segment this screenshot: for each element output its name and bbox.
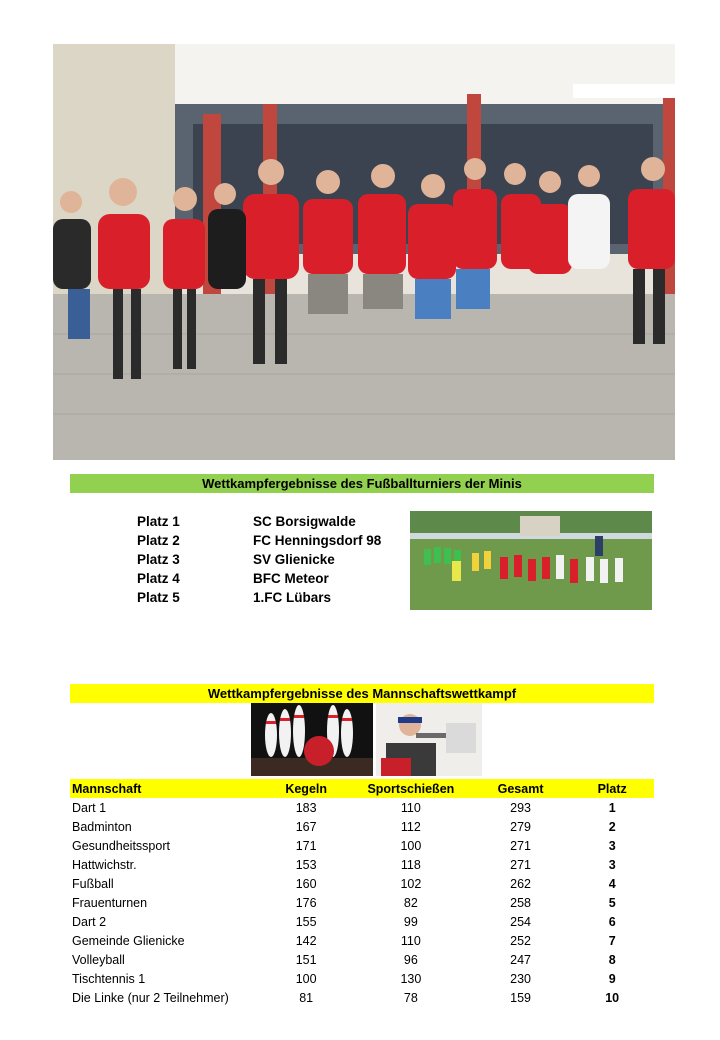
rank-place: Platz 5 xyxy=(137,590,180,605)
table-row xyxy=(70,817,654,836)
cell-team: Gesundheitssport xyxy=(72,838,170,853)
cell-team: Die Linke (nur 2 Teilnehmer) xyxy=(72,990,229,1005)
table-row xyxy=(70,836,654,855)
list-item xyxy=(137,569,407,588)
table-row xyxy=(70,931,654,950)
cell-team: Hattwichstr. xyxy=(72,857,137,872)
cell-team: Dart 2 xyxy=(72,914,107,929)
bowling-photo xyxy=(251,703,373,776)
table-row xyxy=(70,874,654,893)
cell-kegeln: 81 xyxy=(299,990,314,1005)
cell-kegeln: 100 xyxy=(295,971,317,986)
cell-platz: 9 xyxy=(608,971,616,986)
cell-platz: 6 xyxy=(608,914,616,929)
table-row xyxy=(70,798,654,817)
cell-sport: 102 xyxy=(400,876,422,891)
rank-team: SV Glienicke xyxy=(253,552,335,567)
header-kegeln: Kegeln xyxy=(261,779,351,798)
cell-platz: 10 xyxy=(605,990,620,1005)
team-competition-banner: Wettkampfergebnisse des Mannschaftswettkampf xyxy=(70,684,654,703)
rank-team: BFC Meteor xyxy=(253,571,329,586)
header-gesamt: Gesamt xyxy=(471,779,571,798)
cell-kegeln: 176 xyxy=(295,895,317,910)
cell-platz: 8 xyxy=(608,952,616,967)
minis-photo xyxy=(410,511,652,610)
cell-sport: 130 xyxy=(400,971,422,986)
cell-platz: 7 xyxy=(608,933,616,948)
cell-platz: 2 xyxy=(608,819,616,834)
cell-sport: 99 xyxy=(403,914,418,929)
list-item xyxy=(137,588,407,607)
minis-ranking-list xyxy=(137,512,407,607)
cell-team: Badminton xyxy=(72,819,132,834)
rank-place: Platz 4 xyxy=(137,571,180,586)
cell-sport: 118 xyxy=(400,857,421,872)
table-row xyxy=(70,912,654,931)
cell-sport: 110 xyxy=(400,800,421,815)
rank-place: Platz 2 xyxy=(137,533,180,548)
cell-platz: 4 xyxy=(608,876,616,891)
header-sportschiessen: Sportschießen xyxy=(351,779,471,798)
header-team: Mannschaft xyxy=(70,779,261,798)
cell-kegeln: 142 xyxy=(295,933,317,948)
rank-place: Platz 3 xyxy=(137,552,180,567)
cell-platz: 3 xyxy=(608,838,616,853)
cell-platz: 1 xyxy=(608,800,616,815)
cell-sport: 96 xyxy=(403,952,418,967)
cell-gesamt: 230 xyxy=(510,971,531,986)
cell-sport: 100 xyxy=(400,838,422,853)
cell-gesamt: 247 xyxy=(510,952,531,967)
cell-kegeln: 171 xyxy=(295,838,317,853)
shooting-photo xyxy=(376,703,482,776)
results-table xyxy=(70,779,654,1007)
group-photo xyxy=(53,44,675,460)
rank-team: 1.FC Lübars xyxy=(253,590,332,605)
table-row xyxy=(70,950,654,969)
cell-sport: 112 xyxy=(400,819,421,834)
rank-place: Platz 1 xyxy=(137,514,180,529)
cell-team: Dart 1 xyxy=(72,800,107,815)
cell-gesamt: 262 xyxy=(510,876,531,891)
rank-team: SC Borsigwalde xyxy=(253,514,356,529)
header-platz: Platz xyxy=(570,779,654,798)
cell-kegeln: 167 xyxy=(295,819,317,834)
cell-gesamt: 254 xyxy=(510,914,531,929)
cell-team: Gemeinde Glienicke xyxy=(72,933,185,948)
cell-kegeln: 153 xyxy=(295,857,317,872)
table-row xyxy=(70,969,654,988)
cell-team: Volleyball xyxy=(72,952,125,967)
cell-gesamt: 293 xyxy=(510,800,531,815)
minis-banner: Wettkampfergebnisse des Fußballturniers der Minis xyxy=(70,474,654,493)
table-row xyxy=(70,988,654,1007)
cell-gesamt: 159 xyxy=(510,990,531,1005)
rank-team: FC Henningsdorf 98 xyxy=(253,533,382,548)
cell-kegeln: 151 xyxy=(295,952,317,967)
list-item xyxy=(137,550,407,569)
list-item xyxy=(137,531,407,550)
list-item xyxy=(137,512,407,531)
cell-kegeln: 160 xyxy=(295,876,317,891)
table-row xyxy=(70,893,654,912)
table-header-row xyxy=(70,779,654,798)
cell-team: Frauenturnen xyxy=(72,895,148,910)
table-row xyxy=(70,855,654,874)
cell-platz: 5 xyxy=(608,895,616,910)
cell-kegeln: 155 xyxy=(295,914,317,929)
cell-sport: 110 xyxy=(400,933,421,948)
cell-team: Fußball xyxy=(72,876,114,891)
cell-kegeln: 183 xyxy=(295,800,317,815)
cell-sport: 82 xyxy=(403,895,418,910)
cell-gesamt: 271 xyxy=(510,857,531,872)
cell-team: Tischtennis 1 xyxy=(72,971,146,986)
cell-platz: 3 xyxy=(608,857,616,872)
cell-sport: 78 xyxy=(403,990,418,1005)
cell-gesamt: 279 xyxy=(510,819,531,834)
cell-gesamt: 271 xyxy=(510,838,531,853)
cell-gesamt: 252 xyxy=(510,933,531,948)
cell-gesamt: 258 xyxy=(510,895,531,910)
